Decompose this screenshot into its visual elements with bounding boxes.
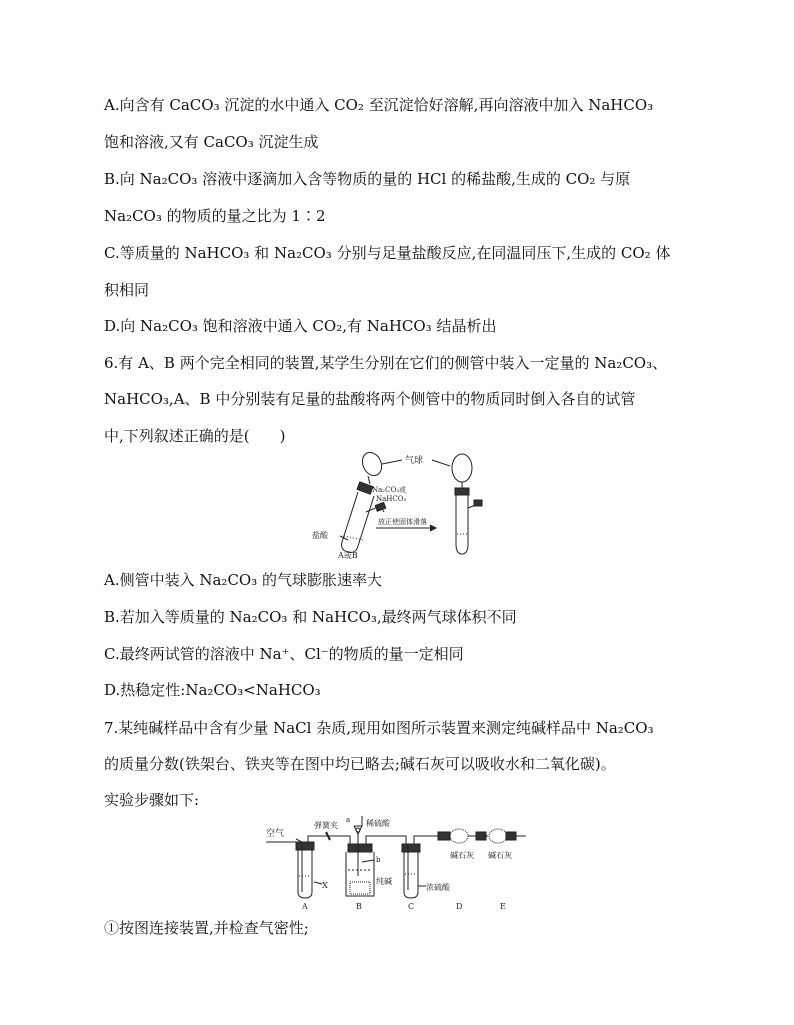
dilute-acid-label: 稀硫酸 <box>366 819 390 828</box>
question-7-line3: 实验步骤如下: <box>104 791 200 809</box>
q6-option-d: D.热稳定性:Na₂CO₃<NaHCO₃ <box>104 681 321 699</box>
option-b-line2: Na₂CO₃ 的物质的量之比为 1∶2 <box>104 207 326 225</box>
soda-label: 纯碱 <box>376 877 392 886</box>
step-1: ①按图连接装置,并检查气密性; <box>104 919 309 937</box>
question-6-line1: 6.有 A、B 两个完全相同的装置,某学生分别在它们的侧管中装入一定量的 Na₂CO₃、 <box>104 354 668 372</box>
a-or-b-label: A或B <box>338 551 358 560</box>
q6-option-a: A.侧管中装入 Na₂CO₃ 的气球膨胀速率大 <box>104 571 383 589</box>
label-d: D <box>456 902 463 911</box>
question-6-line2: NaHCO₃,A、B 中分别装有足量的盐酸将两个侧管中的物质同时倒入各自的试管 <box>104 390 636 408</box>
arrow-label: 放正使固体滑落 <box>378 518 427 526</box>
label-c: C <box>408 902 415 911</box>
label-b: B <box>356 902 362 911</box>
x-label: X <box>322 881 328 890</box>
question-7-line1: 7.某纯碱样品中含有少量 NaCl 杂质,现用如图所示装置来测定纯碱样品中 Na₂CO₃ <box>104 719 654 737</box>
label-e: E <box>500 902 506 911</box>
option-c-line1: C.等质量的 NaHCO₃ 和 Na₂CO₃ 分别与足量盐酸反应,在同温同压下,生成的 CO₂ 体 <box>104 244 671 262</box>
balloon-label: 气球 <box>405 456 424 466</box>
balloon-apparatus-figure <box>310 450 500 562</box>
lime-d-label: 碱石灰 <box>450 851 474 860</box>
option-b-line1: B.向 Na₂CO₃ 溶液中逐滴加入含等物质的量的 HCl 的稀盐酸,生成的 CO₂ 与原 <box>104 170 631 188</box>
tube-b-label: b <box>376 856 381 864</box>
measurement-apparatus-figure <box>262 812 532 912</box>
acid-label: 盐酸 <box>312 531 328 540</box>
q6-option-b: B.若加入等质量的 Na₂CO₃ 和 NaHCO₃,最终两气球体积不同 <box>104 608 517 626</box>
option-c-line2: 积相同 <box>104 281 150 299</box>
question-7-line2: 的质量分数(铁架台、铁夹等在图中均已略去;碱石灰可以吸收水和二氧化碳)。 <box>104 755 616 773</box>
q6-option-c: C.最终两试管的溶液中 Na⁺、Cl⁻的物质的量一定相同 <box>104 645 464 663</box>
lime-e-label: 碱石灰 <box>488 851 512 860</box>
option-d-line: D.向 Na₂CO₃ 饱和溶液中通入 CO₂,有 NaHCO₃ 结晶析出 <box>104 317 497 335</box>
side-tube-label: Na₂CO₃或 <box>372 486 407 494</box>
side-tube-label2: NaHCO₃ <box>376 495 407 503</box>
label-a: A <box>302 902 308 911</box>
question-6-line3: 中,下列叙述正确的是( ) <box>104 427 286 445</box>
funnel-a-label: a <box>346 816 351 824</box>
option-a-line1: A.向含有 CaCO₃ 沉淀的水中通入 CO₂ 至沉淀恰好溶解,再向溶液中加入 NaHCO₃ <box>104 96 654 114</box>
conc-acid-label: 浓硫酸 <box>426 883 450 892</box>
air-label: 空气 <box>266 829 285 839</box>
option-a-line2: 饱和溶液,又有 CaCO₃ 沉淀生成 <box>104 133 319 151</box>
clip-label: 弹簧夹 <box>314 821 338 830</box>
